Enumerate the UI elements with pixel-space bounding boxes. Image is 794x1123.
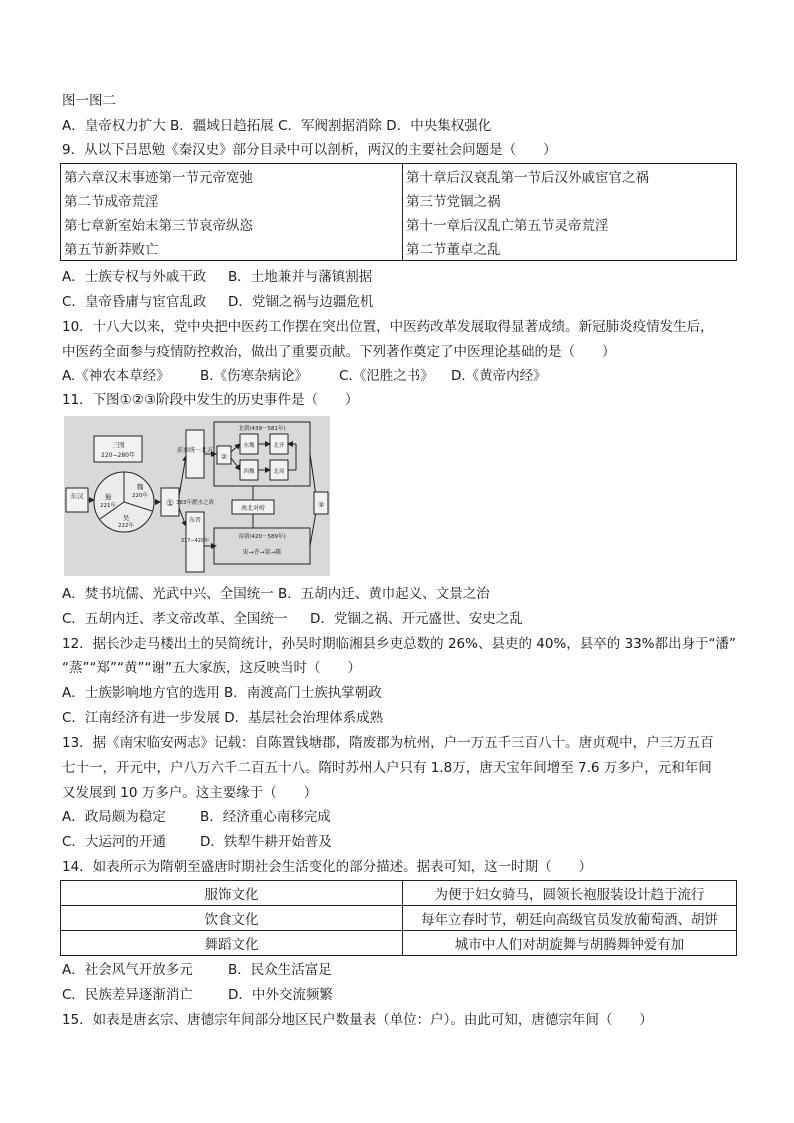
table-cell: 第二节董卓之乱 xyxy=(403,236,737,261)
q8-options: A．皇帝权力扩大 B．疆域日趋拓展 C．军阀割据消除 D．中央集权强化 xyxy=(62,118,492,134)
q9-stem: 9．从以下吕思勉《秦汉史》部分目录中可以剖析，两汉的主要社会问题是（ ） xyxy=(62,142,557,158)
q11-options-ab: A．焚书坑儒、光武中兴、全国统一 B．五胡内迁、黄巾起义、文景之治 xyxy=(62,586,490,602)
sanguo-label: 三国 xyxy=(111,441,125,449)
table-row xyxy=(61,881,737,906)
q9-options-row2 xyxy=(62,293,373,311)
nanbei-label: 南北对峙 xyxy=(240,505,266,512)
q10-line1: 10．十八大以来，党中央把中医药工作摆在突出位置，中医药改革发展取得显著成绩。新冠肺炎疫情发生后， xyxy=(62,319,714,335)
q13-option-a: A．政局颇为稳定 xyxy=(62,809,166,825)
table-cell: 每年立春时节，朝廷向高级官员发放葡萄酒、胡饼 xyxy=(403,906,737,931)
table-row xyxy=(61,931,737,956)
table-cell: 第七章新室始末第三节哀帝纵恣 xyxy=(61,212,403,236)
history-flow-diagram xyxy=(64,416,330,576)
qianqin-label: 前秦统一北方 xyxy=(176,447,214,454)
circle-two: ② xyxy=(220,453,228,461)
q13-option-b: B．经济重心南移完成 xyxy=(200,809,331,825)
table-cell: 第十章后汉衰乱第一节后汉外戚宦官之祸 xyxy=(403,164,737,189)
table-row xyxy=(61,236,737,261)
q10-option-d: D.《黄帝内经》 xyxy=(451,368,547,384)
beizhou-label: 北周 xyxy=(273,469,285,475)
table-cell: 第五节新莽败亡 xyxy=(61,236,403,261)
q14-option-c: C．民族差异逐渐消亡 xyxy=(62,987,193,1003)
q9-options-row1 xyxy=(62,268,372,286)
wei-label: 魏 xyxy=(136,483,144,491)
wu-label: 吴 xyxy=(122,514,130,522)
q9-option-b: B．土地兼并与藩镇割据 xyxy=(228,269,373,285)
q13-line2: 七十一，开元中，户八万六千二百五十八。隋时苏州人户只有 1.8万，唐天宝年间增至 7.6 万多户，元和年间 xyxy=(62,760,712,776)
q13-line3: 又发展到 10 万多户。这主要缘于（ ） xyxy=(62,785,318,801)
wu-year: 222年 xyxy=(118,523,134,529)
q15-stem: 15．如表是唐玄宗、唐德宗年间部分地区民户数量表（单位：户）。由此可知，唐德宗年间（ ） xyxy=(62,1012,653,1028)
nanchao-label: 南朝(420－589年) xyxy=(238,534,286,540)
table-row xyxy=(61,906,737,931)
table-cell: 城市中人们对胡旋舞与胡腾舞钟爱有加 xyxy=(403,931,737,956)
table-cell: 第十一章后汉乱亡第五节灵帝荒淫 xyxy=(403,212,737,236)
table-cell: 第二节成帝荒淫 xyxy=(61,188,403,212)
q13-option-c: C．大运河的开通 xyxy=(62,834,166,850)
dongwei-label: 东魏 xyxy=(243,443,255,449)
table-row xyxy=(61,188,737,212)
xiwei-label: 西魏 xyxy=(243,469,255,475)
q14-stem: 14．如表所示为隋朝至盛唐时期社会生活变化的部分描述。据表可知，这一时期（ ） xyxy=(62,859,593,875)
q9-option-a: A．士族专权与外戚干政 xyxy=(62,269,207,285)
table-cell: 为便于妇女骑马，圆领长袍服装设计趋于流行 xyxy=(403,881,737,906)
table-cell: 饮食文化 xyxy=(61,906,403,931)
q9-option-d: D．党锢之祸与边疆危机 xyxy=(228,294,374,310)
q13-options-row1 xyxy=(62,808,331,826)
q11-option-d: D．党锢之祸、开元盛世、安史之乱 xyxy=(310,611,523,627)
q11-stem: 11．下图①②③阶段中发生的历史事件是（ ） xyxy=(62,392,359,408)
q10-option-a: A.《神农本草经》 xyxy=(62,368,170,384)
nanchao-sequence: 宋→齐→梁→陈 xyxy=(242,549,282,556)
q14-options-row2 xyxy=(62,986,333,1004)
q10-option-b: B.《伤寒杂病论》 xyxy=(200,368,309,384)
table-cell: 服饰文化 xyxy=(61,881,403,906)
wei-year: 220年 xyxy=(132,493,148,499)
sanguo-years: 220−280年 xyxy=(101,452,135,459)
q14-option-b: B．民众生活富足 xyxy=(228,962,332,978)
q12-line1: 12．据长沙走马楼出土的吴简统计，孙吴时期临湘县乡吏总数的 26%、县吏的 40%，县卒的 33%都出身于“潘” xyxy=(62,636,737,652)
beiqi-label: 北齐 xyxy=(273,443,285,449)
table-cell: 第三节党锢之祸 xyxy=(403,188,737,212)
q9-option-c: C．皇帝昏庸与宦官乱政 xyxy=(62,294,207,310)
q14-option-d: D．中外交流频繁 xyxy=(228,987,333,1003)
q11-option-c: C．五胡内迁、孝文帝改革、全国统一 xyxy=(62,611,288,627)
figure-label: 图一图二 xyxy=(62,93,116,109)
table-row xyxy=(61,164,737,189)
q13-line1: 13．据《南宋临安两志》记载：自陈置钱塘郡，隋废郡为杭州，户一万五千三百八十。唐贞观中，户三万五百 xyxy=(62,735,714,751)
circle-three: ③ xyxy=(317,501,325,509)
shu-year: 221年 xyxy=(100,503,116,509)
q14-options-row1 xyxy=(62,961,332,979)
feishui-label: 383年淝水之战 xyxy=(176,500,214,506)
q10-option-c: C.《氾胜之书》 xyxy=(339,368,434,384)
q12-line2: “蒸”“郑”“黄”“谢”五大家族，这反映当时（ ） xyxy=(62,660,361,676)
q12-options-ab: A．士族影响地方官的选用 B．南渡高门士族执掌朝政 xyxy=(62,685,382,701)
table-cell: 第六章汉末事迹第一节元帝宽弛 xyxy=(61,164,403,189)
q13-options-row2 xyxy=(62,833,332,851)
circle-one: ① xyxy=(165,499,175,509)
q10-line2: 中医药全面参与疫情防控救治，做出了重要贡献。下列著作奠定了中医理论基础的是（ ） xyxy=(62,344,616,360)
q10-options xyxy=(62,367,547,385)
q12-options-cd: C．江南经济有进一步发展 D．基层社会治理体系成熟 xyxy=(62,710,384,726)
q11-options-cd xyxy=(62,610,523,628)
q9-table xyxy=(60,163,737,261)
q14-option-a: A．社会风气开放多元 xyxy=(62,962,193,978)
donghan-label: 东汉 xyxy=(70,492,84,500)
dongjin-years: 317−420年 xyxy=(180,538,210,544)
shu-label: 蜀 xyxy=(104,493,112,501)
q14-table xyxy=(60,880,737,956)
beichao-label: 北朝(439－581年) xyxy=(238,426,286,432)
table-row xyxy=(61,212,737,236)
q13-option-d: D．铁犁牛耕开始普及 xyxy=(200,834,332,850)
dongjin-label: 东晋 xyxy=(188,517,202,524)
table-cell: 舞蹈文化 xyxy=(61,931,403,956)
